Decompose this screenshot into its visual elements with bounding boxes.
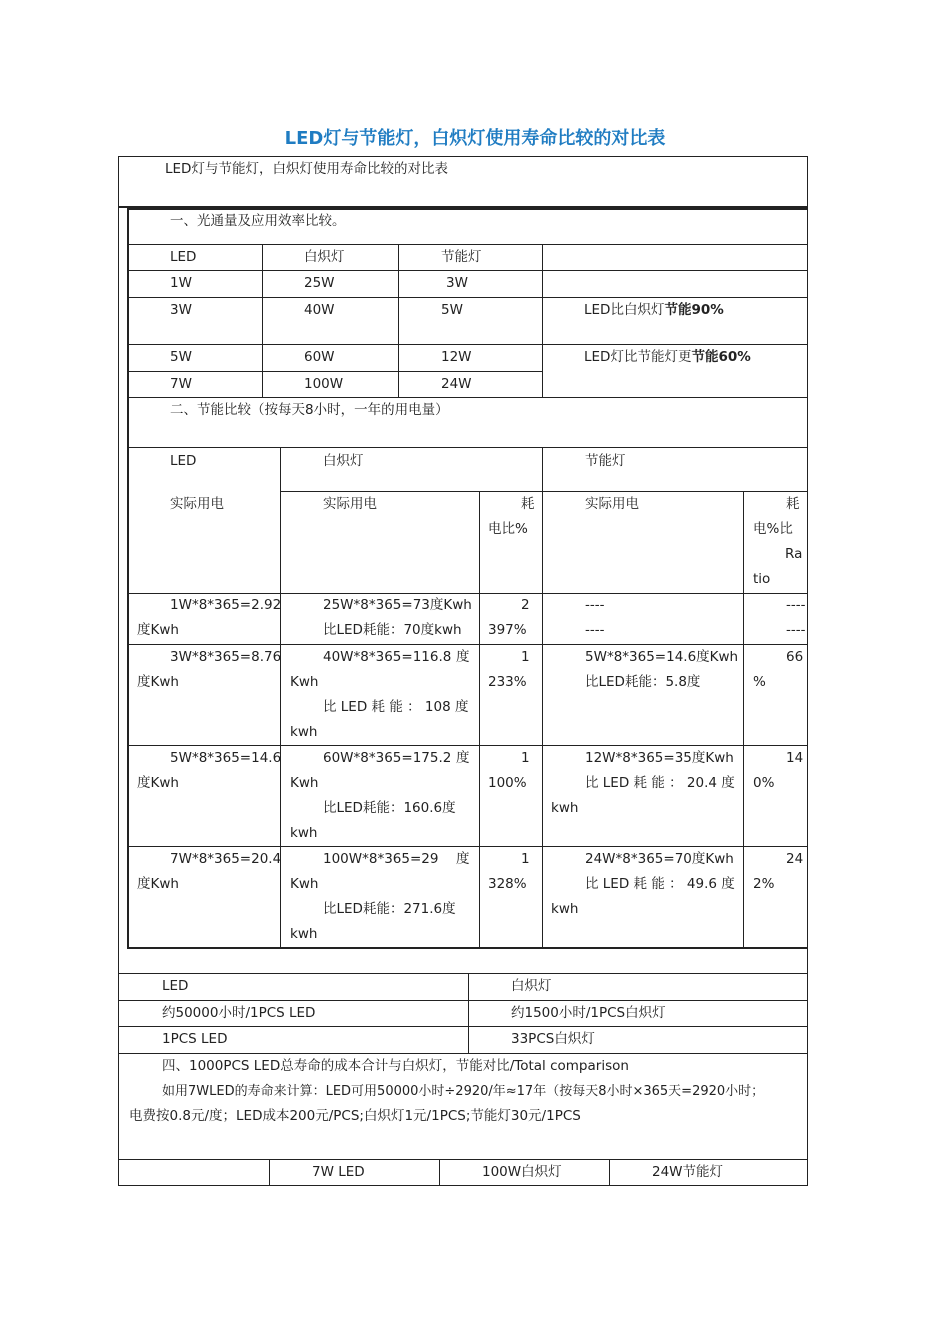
s2-cell: 25W*8*365=73度Kwh xyxy=(323,597,472,613)
s4-col-inc: 100W白炽灯 xyxy=(482,1164,562,1180)
rule xyxy=(280,447,281,947)
s2-cell: 2 xyxy=(521,597,530,613)
s2-cell: 328% xyxy=(488,876,527,892)
s2-cell: 100% xyxy=(488,775,527,791)
s2-col-led: LED xyxy=(170,453,197,469)
s2-cell: 5W*8*365=14.6 xyxy=(170,750,282,766)
s2-cell: 比LED耗能：5.8度 xyxy=(585,674,701,690)
s2-cell: % xyxy=(753,674,766,690)
s2-cell: 比LED耗能：160.6度 xyxy=(323,800,456,816)
s2-cell: ---- xyxy=(786,622,806,638)
table-caption: LED灯与节能灯，白炽灯使用寿命比较的对比表 xyxy=(165,161,448,177)
s2-cell: 2% xyxy=(753,876,775,892)
s3-cell: 33PCS白炽灯 xyxy=(511,1031,595,1047)
s2-cell: 7W*8*365=20.4 xyxy=(170,851,282,867)
s1-cell: 1W xyxy=(170,275,192,291)
s2-cell: 66 xyxy=(786,649,804,665)
rule xyxy=(743,491,744,947)
s2-cell: kwh xyxy=(290,926,318,942)
s1-cell: 7W xyxy=(170,376,192,392)
s1-note-2-bold: 节能60% xyxy=(691,349,751,365)
s1-note-1 xyxy=(584,298,724,323)
s3-col-inc: 白炽灯 xyxy=(511,978,552,994)
s2-cell: 比LED耗能：70度kwh xyxy=(323,622,462,638)
rule xyxy=(398,244,399,397)
s2-cell: 度 xyxy=(456,649,470,665)
s2-cell: 1 xyxy=(521,750,530,766)
s2-cell: 比LED耗能：271.6度 xyxy=(323,901,456,917)
s1-cell: 5W xyxy=(441,302,463,318)
s2-cell: kwh xyxy=(551,800,579,816)
s2-cell: 0% xyxy=(753,775,775,791)
s2-cell: 24 xyxy=(786,851,804,867)
s2-cell: 40W*8*365=116.8 xyxy=(323,649,452,665)
s2-cell: kwh xyxy=(551,901,579,917)
section4-line1: 如用7WLED的寿命来计算：LED可用50000小时÷2920/年≈17年（按每天8小时×365天=2920小时； xyxy=(162,1084,765,1099)
section2-heading: 二、节能比较（按每天8小时，一年的用电量） xyxy=(170,402,449,418)
s2-sub-actual-led: 实际用电 xyxy=(170,496,224,512)
s4-col-led: 7W LED xyxy=(312,1164,365,1180)
s1-col-led: LED xyxy=(170,249,197,265)
s2-col-cfl: 节能灯 xyxy=(585,453,626,469)
s2-cell: Kwh xyxy=(290,775,319,791)
s2-cell: 100W*8*365=29 xyxy=(323,851,439,867)
s3-col-led: LED xyxy=(162,978,189,994)
section4-heading: 四、1000PCS LED总寿命的成本合计与白炽灯，节能对比/Total comparison xyxy=(162,1058,629,1074)
s1-note-1-bold: 节能90% xyxy=(664,302,724,318)
s2-sub-ratio-cfl: 电%比 xyxy=(753,521,793,537)
rule xyxy=(127,208,129,948)
s2-sub-actual-cfl: 实际用电 xyxy=(585,496,639,512)
s2-cell: 233% xyxy=(488,674,527,690)
s1-note-2-text: LED灯比节能灯更 xyxy=(584,349,692,365)
s1-note-1-text: LED比白炽灯 xyxy=(584,302,665,318)
rule xyxy=(542,447,543,947)
s1-cell: 3W xyxy=(170,302,192,318)
s3-cell: 1PCS LED xyxy=(162,1031,228,1047)
rule xyxy=(118,973,808,974)
page-title: LED灯与节能灯，白炽灯使用寿命比较的对比表 xyxy=(284,128,666,149)
s2-cell: 24W*8*365=70度Kwh xyxy=(585,851,734,867)
rule xyxy=(269,1159,270,1186)
section1-heading: 一、光通量及应用效率比较。 xyxy=(170,213,346,229)
rule xyxy=(479,491,480,947)
s2-cell: 3W*8*365=8.76 xyxy=(170,649,282,665)
s2-cell: 度 xyxy=(456,851,470,867)
rule xyxy=(439,1159,440,1186)
rule xyxy=(609,1159,610,1186)
s2-cell: ---- xyxy=(585,597,605,613)
s2-cell: kwh xyxy=(290,825,318,841)
rule xyxy=(542,244,543,397)
rule xyxy=(127,947,808,949)
s2-cell: 14 xyxy=(786,750,804,766)
rule xyxy=(127,447,808,448)
s1-note-2 xyxy=(584,345,751,370)
rule xyxy=(262,244,263,397)
section4-line2: 电费按0.8元/度；LED成本200元/PCS;白炽灯1元/1PCS;节能灯30元/1PCS xyxy=(129,1108,581,1124)
s2-col-inc: 白炽灯 xyxy=(323,453,364,469)
s2-cell: 比 LED 耗 能 ： 108 度 xyxy=(323,699,469,715)
s1-cell: 100W xyxy=(304,376,344,392)
s2-sub-ratio-cfl: 耗 xyxy=(786,496,800,512)
s2-cell: 度Kwh xyxy=(137,622,179,638)
s2-cell: 比 LED 耗 能 ： 20.4 度 xyxy=(585,775,735,791)
s2-cell: 度Kwh xyxy=(137,674,179,690)
s2-cell: ---- xyxy=(585,622,605,638)
s2-cell: Kwh xyxy=(290,876,319,892)
s2-sub-actual-inc: 实际用电 xyxy=(323,496,377,512)
s2-sub-ratio-cfl: tio xyxy=(753,571,771,587)
s2-cell: 度 xyxy=(456,750,470,766)
s2-sub-ratio-cfl: Ra xyxy=(785,546,803,562)
s2-cell: kwh xyxy=(290,724,318,740)
s1-cell: 25W xyxy=(304,275,335,291)
s3-cell: 约50000小时/1PCS LED xyxy=(162,1005,316,1021)
s2-cell: 比 LED 耗 能 ： 49.6 度 xyxy=(585,876,735,892)
s2-cell: 度Kwh xyxy=(137,775,179,791)
s2-cell: 5W*8*365=14.6度Kwh xyxy=(585,649,739,665)
s1-col-cfl: 节能灯 xyxy=(441,249,482,265)
s3-cell: 约1500小时/1PCS白炽灯 xyxy=(511,1005,666,1021)
s2-cell: Kwh xyxy=(290,674,319,690)
s2-cell: 度Kwh xyxy=(137,876,179,892)
s2-cell: 60W*8*365=175.2 xyxy=(323,750,452,766)
s1-cell: 5W xyxy=(170,349,192,365)
s2-sub-ratio-inc: 耗 xyxy=(521,496,535,512)
s2-cell: 1W*8*365=2.92 xyxy=(170,597,282,613)
s1-cell: 3W xyxy=(446,275,468,291)
s1-cell: 24W xyxy=(441,376,472,392)
s2-cell: 1 xyxy=(521,851,530,867)
s1-cell: 12W xyxy=(441,349,472,365)
s1-cell: 40W xyxy=(304,302,335,318)
rule xyxy=(468,973,469,1053)
s2-cell: 12W*8*365=35度Kwh xyxy=(585,750,734,766)
s1-col-incandescent: 白炽灯 xyxy=(304,249,345,265)
s2-cell: 1 xyxy=(521,649,530,665)
s4-col-cfl: 24W节能灯 xyxy=(652,1164,724,1180)
s2-cell: 397% xyxy=(488,622,527,638)
s2-cell: ---- xyxy=(786,597,806,613)
s1-cell: 60W xyxy=(304,349,335,365)
s2-sub-ratio-inc: 电比% xyxy=(488,521,528,537)
